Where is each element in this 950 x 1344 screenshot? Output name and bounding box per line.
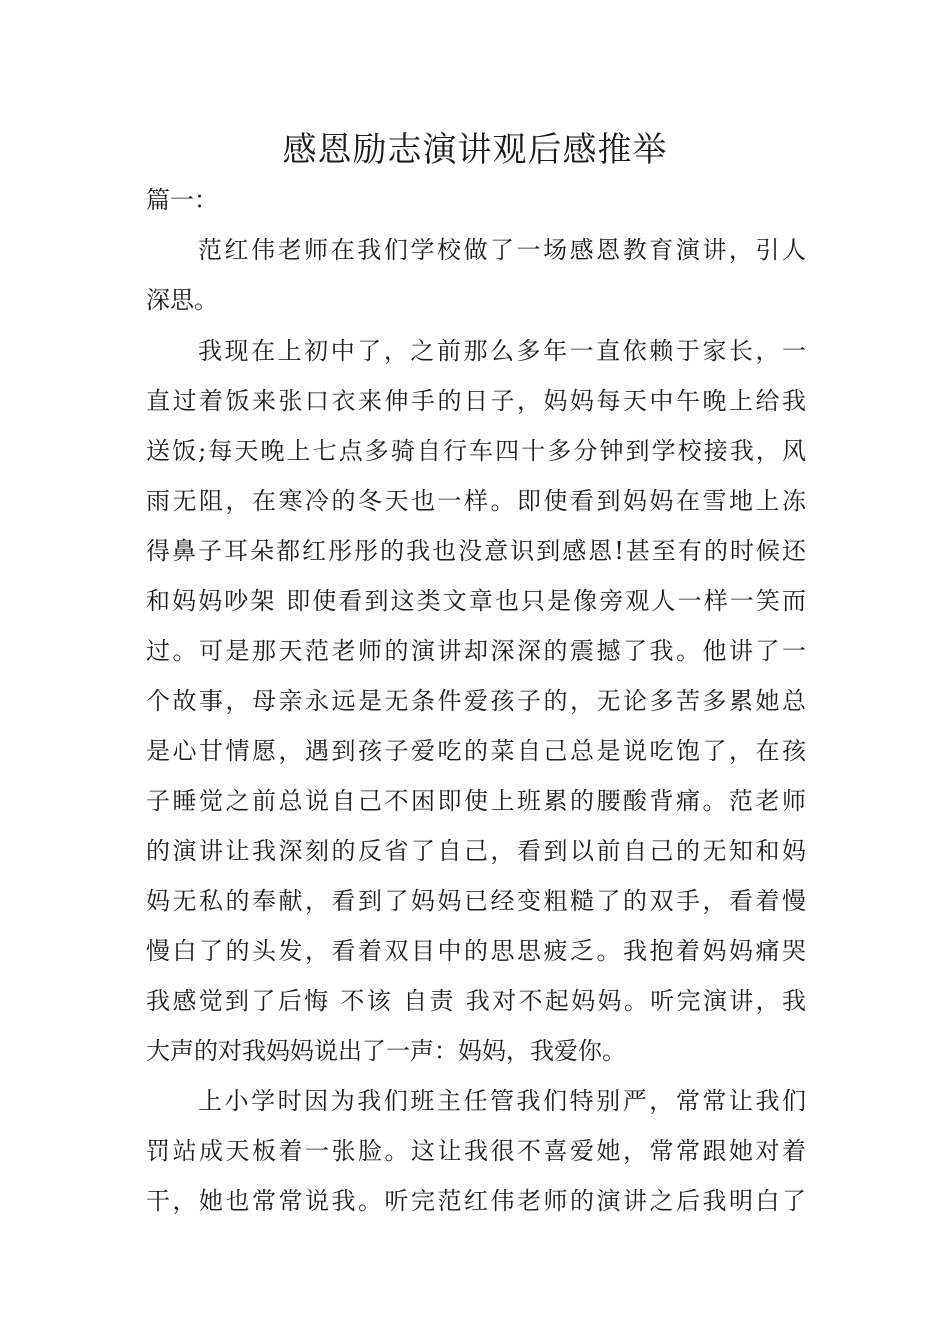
page-title: 感恩励志演讲观后感推举 [282, 130, 668, 170]
section-label: 篇一： [146, 186, 218, 214]
paragraph-line: 是心甘情愿，遇到孩子爱吃的菜自己总是说吃饱了，在孩 [146, 737, 806, 765]
paragraph-line: 的演讲让我深刻的反省了自己，看到以前自己的无知和妈 [146, 837, 806, 865]
paragraph-line: 过。可是那天范老师的演讲却深深的震撼了我。他讲了一 [146, 637, 806, 665]
paragraph-line: 妈无私的奉献，看到了妈妈已经变粗糙了的双手，看着慢 [146, 887, 806, 915]
paragraph-line: 我现在上初中了，之前那么多年一直依赖于家长，一 [198, 337, 806, 365]
paragraph-line: 子睡觉之前总说自己不困即使上班累的腰酸背痛。范老师 [146, 787, 806, 815]
paragraph-line: 雨无阻，在寒冷的冬天也一样。即使看到妈妈在雪地上冻 [146, 487, 806, 515]
paragraph-line: 和妈妈吵架 即使看到这类文章也只是像旁观人一样一笑而 [146, 587, 806, 615]
paragraph-line: 慢白了的头发，看着双目中的思思疲乏。我抱着妈妈痛哭 [146, 937, 806, 965]
paragraph-line: 上小学时因为我们班主任管我们特别严，常常让我们 [198, 1087, 806, 1115]
paragraph-line: 范红伟老师在我们学校做了一场感恩教育演讲，引人 [198, 236, 806, 264]
paragraph-line: 罚站成天板着一张脸。这让我很不喜爱她，常常跟她对着 [146, 1137, 806, 1165]
paragraph-line: 个故事，母亲永远是无条件爱孩子的，无论多苦多累她总 [146, 687, 806, 715]
paragraph-line: 直过着饭来张口衣来伸手的日子，妈妈每天中午晚上给我 [146, 387, 806, 415]
paragraph-line: 干，她也常常说我。听完范红伟老师的演讲之后我明白了 [146, 1187, 806, 1215]
paragraph-line: 大声的对我妈妈说出了一声：妈妈，我爱你。 [146, 1037, 626, 1065]
paragraph-line: 得鼻子耳朵都红彤彤的我也没意识到感恩!甚至有的时候还 [146, 537, 806, 565]
paragraph-line: 我感觉到了后悔 不该 自责 我对不起妈妈。听完演讲，我 [146, 987, 806, 1015]
paragraph-line: 送饭;每天晚上七点多骑自行车四十多分钟到学校接我，风 [146, 437, 806, 465]
paragraph-line: 深思。 [146, 286, 218, 314]
